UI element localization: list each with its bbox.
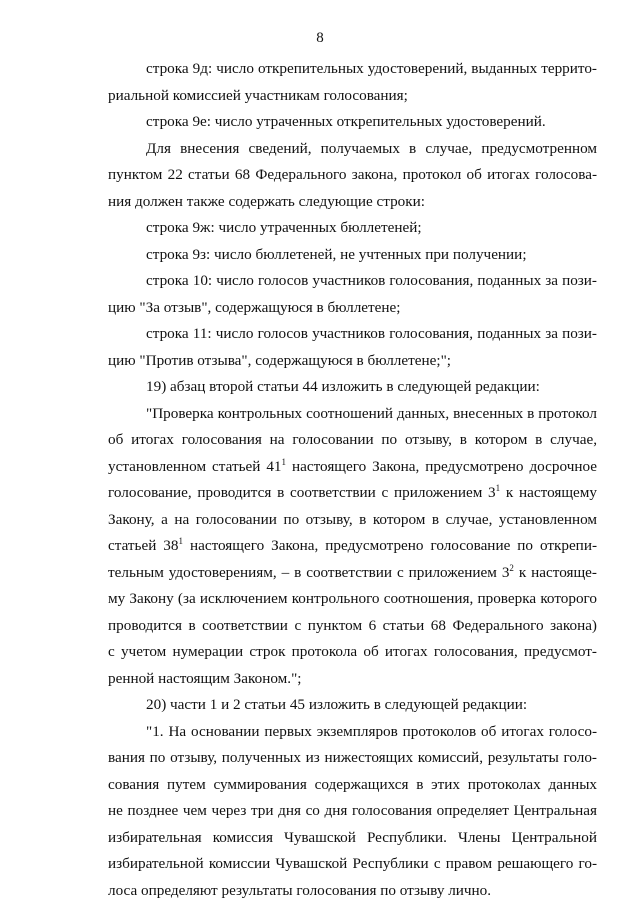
text-line	[108, 560, 597, 587]
text-line: му Закону (за исключением контрольного соотношения, проверка которого	[108, 590, 597, 607]
page-number: 8	[316, 30, 324, 46]
text-line: строка 10: число голосов участников голосования, поданных за пози-	[146, 272, 597, 289]
text-fragment: к настояще-	[513, 563, 597, 581]
text-line: избирательной комиссии Чувашской Республики с правом решающего го-	[108, 855, 597, 872]
text-line: сования путем суммирования содержащихся в этих протоколах данных	[108, 775, 597, 793]
text-line: "Проверка контрольных соотношений данных, внесенных в протокол	[146, 404, 597, 422]
document-body	[108, 56, 597, 904]
text-line: 19) абзац второй статьи 44 изложить в следующей редакции:	[146, 378, 540, 395]
text-line: избирательная комиссия Чувашской Республики. Члены Центральной	[108, 828, 597, 846]
text-line: с учетом нумерации строк протокола об итогах голосования, предусмот-	[108, 643, 597, 660]
text-fragment: настоящего Закона, предусмотрено досрочное	[286, 457, 597, 475]
text-fragment: статьей 38	[108, 537, 179, 554]
text-line: 20) части 1 и 2 статьи 45 изложить в следующей редакции:	[146, 696, 528, 713]
text-line	[108, 454, 597, 481]
text-line: "1. На основании первых экземпляров протоколов об итогах голосо-	[146, 722, 597, 740]
text-line: строка 9з: число бюллетеней, не учтенных при получении;	[146, 245, 527, 263]
text-line: вания по отзыву, полученных из нижестоящих комиссий, результаты голо-	[108, 749, 597, 766]
text-line: ния должен также содержать следующие строки:	[108, 192, 425, 210]
text-fragment: голосование, проводится в соответствии с приложением 3	[108, 484, 496, 501]
superscript-index: 1	[178, 536, 183, 546]
text-fragment: установленном статьей 41	[108, 457, 282, 475]
text-line	[108, 480, 597, 507]
text-line: цию "Против отзыва", содержащуюся в бюллетене;";	[108, 351, 452, 369]
text-line: лоса определяют результаты голосования по отзыву лично.	[108, 881, 492, 899]
text-line: строка 11: число голосов участников голосования, поданных за пози-	[146, 325, 597, 342]
text-line: строка 9д: число открепительных удостоверений, выданных террито-	[146, 60, 597, 77]
text-line: Для внесения сведений, получаемых в случае, предусмотренном	[146, 139, 597, 157]
text-line: пунктом 22 статьи 68 Федерального закона, протокол об итогах голосова-	[108, 166, 597, 183]
text-fragment: тельным удостоверениям, – в соответствии с приложением 3	[108, 563, 510, 581]
text-line: ренной настоящим Законом.";	[108, 669, 302, 687]
text-line: Закону, а на голосовании по отзыву, в котором в случае, установленном	[108, 510, 597, 528]
text-line: об итогах голосования на голосовании по отзыву, в котором в случае,	[108, 431, 597, 448]
text-line	[108, 533, 597, 560]
superscript-index: 1	[281, 456, 287, 467]
text-fragment: настоящего Закона, предусмотрено голосование по открепи-	[183, 537, 598, 554]
superscript-index: 1	[495, 483, 501, 493]
text-fragment: к настоящему	[500, 484, 597, 501]
text-line: проводится в соответствии с пунктом 6 статьи 68 Федерального закона)	[108, 616, 597, 634]
text-line: строка 9е: число утраченных открепительных удостоверений.	[146, 113, 546, 130]
text-line: цию "За отзыв", содержащуюся в бюллетене;	[108, 298, 401, 316]
superscript-index: 2	[509, 562, 514, 573]
text-line: риальной комиссией участникам голосования;	[108, 86, 408, 104]
text-line: строка 9ж: число утраченных бюллетеней;	[146, 219, 422, 236]
text-line: не позднее чем через три дня со дня голосования определяет Центральная	[108, 802, 597, 819]
